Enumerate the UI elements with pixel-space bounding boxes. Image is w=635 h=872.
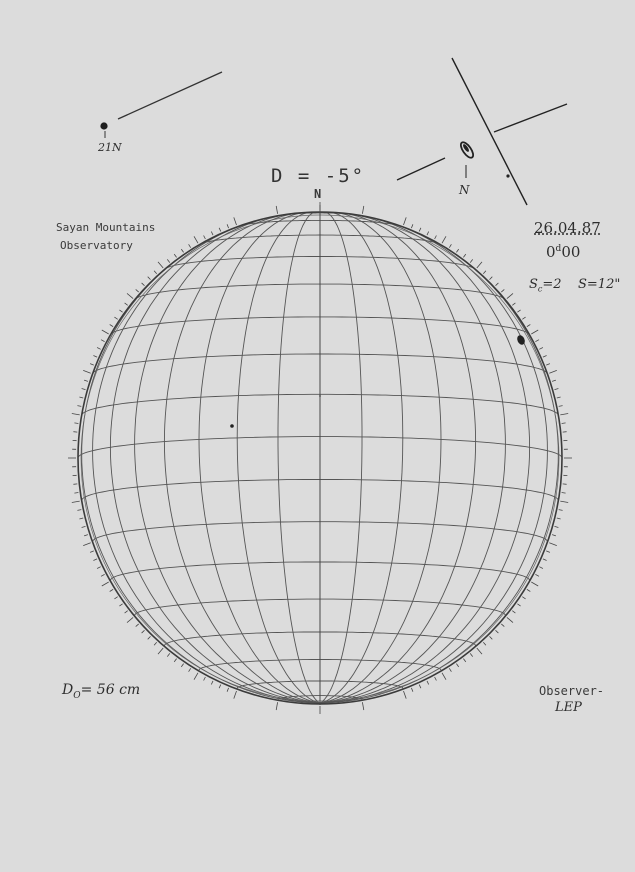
limb-tick	[549, 543, 557, 546]
limb-tick	[483, 642, 486, 645]
limb-tick	[501, 289, 504, 292]
limb-tick	[77, 510, 81, 511]
limb-tick	[83, 543, 91, 546]
limb-tick	[496, 630, 499, 633]
limb-tick	[158, 648, 163, 654]
limb-tick	[90, 551, 94, 553]
spot-tag-21n: 21N	[98, 141, 122, 154]
limb-tick	[535, 574, 539, 576]
longitude-line	[278, 212, 320, 703]
limb-tick	[527, 325, 530, 327]
observer-label: Observer-	[539, 684, 605, 698]
limb-tick	[234, 691, 237, 699]
time-unit: d	[555, 244, 562, 254]
limb-tick	[507, 617, 513, 622]
limb-tick	[83, 370, 91, 373]
sunspot-small-west	[230, 424, 234, 428]
limb-tick	[552, 380, 556, 381]
longitude-line	[320, 212, 362, 703]
limb-tick	[427, 232, 429, 236]
spot-sketch-21n	[100, 122, 107, 129]
limb-tick	[181, 664, 183, 667]
limb-tick	[543, 559, 547, 561]
limb-tick	[204, 236, 206, 240]
sc-prefix: S	[529, 277, 538, 292]
limb-tick	[442, 673, 446, 680]
limb-tick	[102, 330, 109, 334]
limb-tick	[114, 597, 117, 599]
limb-tick	[194, 236, 198, 243]
limb-tick	[119, 604, 122, 606]
limb-tick	[535, 340, 539, 342]
sc-value: =2	[542, 277, 562, 292]
limb-tick	[84, 535, 88, 536]
limb-tick	[362, 206, 363, 214]
limb-tick	[82, 389, 86, 390]
longitude-line	[320, 213, 476, 703]
limb-tick	[490, 277, 493, 280]
observation-date: 26.04.87	[534, 219, 601, 237]
time-minutes: 00	[561, 243, 581, 261]
limb-tick	[483, 271, 486, 274]
sc-sub: c	[537, 284, 543, 294]
limb-tick	[211, 681, 213, 685]
limb-tick	[93, 356, 97, 358]
limb-tick	[276, 206, 277, 214]
longitude-line	[164, 213, 320, 703]
limb-tick	[517, 310, 520, 312]
limb-tick	[546, 364, 550, 366]
limb-tick	[546, 551, 550, 553]
limb-tick	[560, 414, 568, 415]
limb-tick	[512, 611, 515, 613]
limb-tick	[496, 283, 499, 286]
limb-tick	[522, 317, 525, 319]
limb-tick	[470, 259, 473, 262]
spot-sketch-pointer	[118, 72, 222, 119]
limb-tick	[539, 567, 543, 569]
limb-tick	[127, 617, 133, 622]
limb-tick	[74, 423, 78, 424]
limb-tick	[167, 653, 170, 656]
limb-tick	[189, 668, 191, 671]
limb-tick	[555, 526, 559, 527]
diameter-prefix: D	[62, 682, 74, 698]
seeing-value: S=12"	[578, 277, 621, 292]
longitude-line	[320, 220, 547, 703]
limb-tick	[562, 493, 566, 494]
observer-name: LEP	[555, 700, 582, 715]
longitude-line	[320, 215, 530, 703]
limb-tick	[194, 673, 198, 680]
observation-time	[546, 245, 580, 260]
limb-tick	[114, 317, 117, 319]
limb-tick	[501, 624, 504, 627]
limb-tick	[560, 501, 568, 502]
limb-tick	[93, 559, 97, 561]
limb-tick	[219, 685, 221, 689]
limb-tick	[101, 574, 105, 576]
limb-tick	[189, 244, 191, 247]
sketch-line-left	[397, 158, 445, 180]
limb-tick	[148, 636, 151, 639]
limb-tick	[531, 330, 538, 334]
limb-tick	[456, 249, 458, 252]
limb-tick	[449, 668, 451, 671]
limb-tick	[559, 510, 563, 511]
limb-tick	[276, 702, 277, 710]
limb-tick	[234, 217, 237, 225]
limb-tick	[449, 244, 451, 247]
limb-tick	[527, 589, 530, 591]
limb-tick	[119, 310, 122, 312]
limb-tick	[142, 283, 145, 286]
limb-tick	[557, 397, 561, 398]
limb-tick	[110, 325, 113, 327]
limb-tick	[517, 604, 520, 606]
limb-tick	[442, 236, 446, 243]
limb-tick	[463, 659, 465, 662]
longitude-line	[110, 215, 320, 703]
diameter-sub: O	[73, 690, 81, 701]
limb-tick	[174, 254, 176, 257]
sketch-line-short	[494, 104, 567, 132]
limb-tick	[562, 423, 566, 424]
limb-tick	[512, 303, 515, 305]
longitude-line	[199, 212, 320, 703]
limb-tick	[404, 691, 407, 699]
limb-tick	[154, 271, 157, 274]
limb-tick	[227, 224, 229, 228]
limb-tick	[74, 493, 78, 494]
limb-tick	[181, 249, 183, 252]
limb-tick	[102, 582, 109, 586]
limb-tick	[82, 526, 86, 527]
limb-tick	[522, 597, 525, 599]
limb-tick	[211, 232, 213, 236]
limb-tick	[125, 303, 128, 305]
sc-number	[529, 278, 562, 294]
limb-tick	[79, 397, 83, 398]
limb-tick	[72, 414, 80, 415]
limb-tick	[435, 677, 437, 681]
limb-tick	[411, 224, 413, 228]
chart-title: D = -5°	[271, 165, 366, 187]
limb-tick	[419, 228, 421, 232]
limb-tick	[79, 518, 83, 519]
limb-tick	[362, 702, 363, 710]
limb-tick	[419, 685, 421, 689]
limb-tick	[539, 348, 543, 350]
longitude-line	[320, 212, 441, 703]
limb-tick	[90, 364, 94, 366]
limb-tick	[470, 653, 473, 656]
limb-tick	[435, 236, 437, 240]
limb-tick	[456, 664, 458, 667]
limb-tick	[158, 262, 163, 268]
observatory-suffix: Observatory	[60, 239, 133, 252]
diameter-value: = 56 cm	[80, 682, 141, 698]
limb-tick	[559, 406, 563, 407]
limb-tick	[125, 611, 128, 613]
sketch-dot	[506, 174, 509, 177]
limb-tick	[411, 688, 413, 692]
north-tag: N	[459, 183, 470, 197]
pore-dot	[319, 395, 321, 397]
time-hours: 0	[546, 243, 556, 261]
limb-tick	[552, 535, 556, 536]
limb-tick	[72, 501, 80, 502]
observatory-name: Sayan Mountains	[56, 221, 156, 234]
limb-tick	[127, 293, 133, 298]
limb-tick	[555, 389, 559, 390]
limb-tick	[549, 370, 557, 373]
north-mark: N	[314, 187, 322, 201]
longitude-line	[237, 212, 320, 703]
limb-tick	[154, 642, 157, 645]
limb-tick	[219, 228, 221, 232]
limb-tick	[427, 681, 429, 685]
limb-tick	[557, 518, 561, 519]
limb-tick	[101, 340, 105, 342]
limb-tick	[77, 406, 81, 407]
disk-diameter	[62, 683, 140, 701]
limb-tick	[227, 688, 229, 692]
limb-tick	[463, 254, 465, 257]
limb-tick	[110, 589, 113, 591]
limb-tick	[404, 217, 407, 225]
longitude-line	[320, 212, 403, 703]
limb-tick	[136, 289, 139, 292]
limb-tick	[97, 348, 101, 350]
longitude-line	[93, 220, 320, 703]
limb-tick	[531, 582, 538, 586]
limb-tick	[148, 277, 151, 280]
limb-tick	[84, 380, 88, 381]
limb-tick	[477, 648, 482, 654]
limb-tick	[167, 259, 170, 262]
limb-tick	[490, 636, 493, 639]
limb-tick	[97, 567, 101, 569]
limb-tick	[142, 630, 145, 633]
limb-tick	[543, 356, 547, 358]
limb-tick	[136, 624, 139, 627]
limb-tick	[507, 293, 513, 298]
limb-tick	[477, 262, 482, 268]
limb-tick	[204, 677, 206, 681]
limb-tick	[174, 659, 176, 662]
